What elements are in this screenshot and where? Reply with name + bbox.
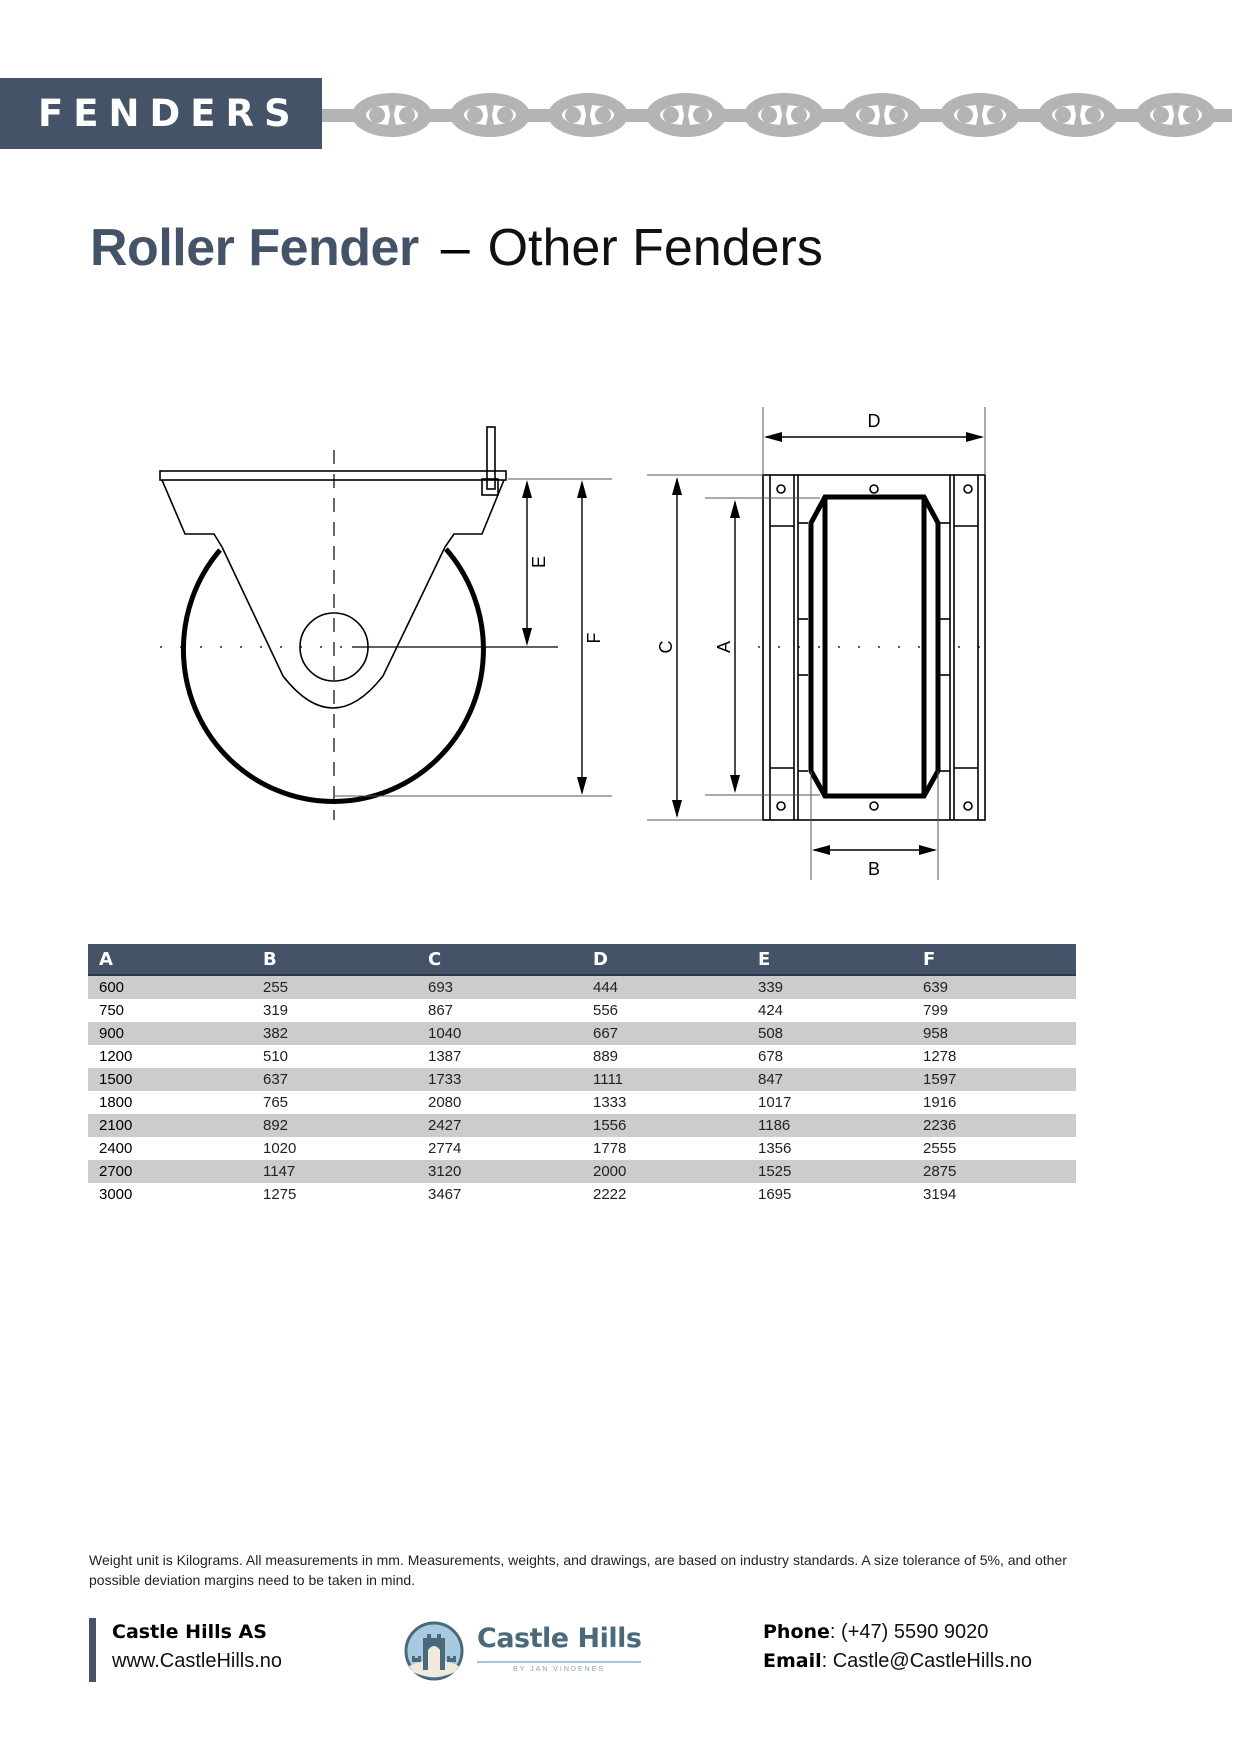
website-link[interactable]: www.CastleHills.no <box>112 1650 283 1672</box>
cell-c: 1733 <box>417 1068 582 1091</box>
cell-b: 892 <box>252 1114 417 1137</box>
cell-c: 3467 <box>428 1186 462 1203</box>
product-category: Other Fenders <box>487 219 823 277</box>
castle-tower-icon <box>403 1620 465 1682</box>
cell-a: 2400 <box>99 1140 133 1157</box>
cell-e: 424 <box>758 1002 784 1019</box>
cell-f: 1597 <box>912 1068 1076 1091</box>
cell-f: 2236 <box>912 1114 1076 1137</box>
footer-contact-block <box>763 1618 1032 1676</box>
cell-c: 1040 <box>417 1022 582 1045</box>
column-header-c: C <box>417 944 582 975</box>
company-name: Castle Hills AS <box>112 1621 267 1643</box>
cell-d: 889 <box>593 1048 619 1065</box>
cell-c: 693 <box>417 975 582 999</box>
cell-b: 1275 <box>263 1186 297 1203</box>
cell-b: 510 <box>263 1048 289 1065</box>
table-row <box>88 975 1076 999</box>
table-row <box>88 1091 1076 1114</box>
table-row <box>88 1137 1076 1160</box>
cell-c: 2427 <box>417 1114 582 1137</box>
column-header-b: B <box>252 944 417 975</box>
cell-c: 867 <box>428 1002 454 1019</box>
cell-d: 556 <box>593 1002 619 1019</box>
table-header-row <box>88 944 1076 975</box>
cell-d: 2000 <box>582 1160 747 1183</box>
dimension-label-e: E <box>529 555 549 569</box>
table-row <box>88 1068 1076 1091</box>
phone-line <box>763 1618 1032 1647</box>
logo-tagline: BY JAN VINDENES <box>512 1666 606 1673</box>
dimensions-table <box>88 944 1076 1206</box>
cell-a: 600 <box>88 975 252 999</box>
cell-d: 1778 <box>593 1140 627 1157</box>
table-row <box>88 1183 1076 1206</box>
cell-e: 1525 <box>747 1160 912 1183</box>
cell-e: 1695 <box>758 1186 792 1203</box>
cell-f: 1278 <box>923 1048 957 1065</box>
cell-b: 319 <box>263 1002 289 1019</box>
product-name: Roller Fender <box>90 219 419 277</box>
cell-a: 1500 <box>88 1068 252 1091</box>
cell-c: 2774 <box>428 1140 462 1157</box>
dimension-label-d: D <box>867 411 881 431</box>
cell-b: 637 <box>252 1068 417 1091</box>
cell-d: 1111 <box>582 1068 747 1091</box>
cell-c: 2080 <box>428 1094 462 1111</box>
cell-b: 765 <box>263 1094 289 1111</box>
disclaimer-note: Weight unit is Kilograms. All measurements in mm. Measurements, weights, and drawings, are based on industry standards. A size tolerance of 5%, and other possible deviation margins need to be taken in mind. <box>89 1552 1067 1588</box>
cell-d: 1556 <box>582 1114 747 1137</box>
cell-e: 1017 <box>758 1094 792 1111</box>
column-header-f: F <box>912 944 1076 975</box>
cell-b: 1147 <box>252 1160 417 1183</box>
cell-e: 508 <box>747 1022 912 1045</box>
cell-e: 1356 <box>758 1140 792 1157</box>
cell-f: 639 <box>912 975 1076 999</box>
page-title <box>90 218 823 278</box>
table-row <box>88 999 1076 1022</box>
cell-e: 678 <box>758 1048 784 1065</box>
email-label: Email <box>763 1650 822 1672</box>
cell-a: 2700 <box>88 1160 252 1183</box>
cell-e: 339 <box>747 975 912 999</box>
table-row <box>88 1045 1076 1068</box>
section-label: FENDERS <box>38 92 301 135</box>
cell-d: 444 <box>582 975 747 999</box>
cell-b: 1020 <box>263 1140 297 1157</box>
dimension-label-a: A <box>714 640 734 654</box>
cell-f: 2555 <box>923 1140 957 1157</box>
cell-a: 1800 <box>99 1094 133 1111</box>
cell-e: 847 <box>747 1068 912 1091</box>
logo-divider <box>477 1661 641 1663</box>
cell-a: 1200 <box>99 1048 133 1065</box>
table-row <box>88 1160 1076 1183</box>
cell-f: 2875 <box>912 1160 1076 1183</box>
dimension-label-c: C <box>656 640 676 654</box>
logo-name: Castle Hills <box>477 1623 642 1654</box>
email-line <box>763 1647 1032 1676</box>
cell-d: 667 <box>582 1022 747 1045</box>
cell-f: 958 <box>912 1022 1076 1045</box>
dimension-label-b: B <box>867 859 881 879</box>
footer-company-block <box>89 1618 282 1682</box>
title-separator: – <box>440 219 470 277</box>
column-header-d: D <box>582 944 747 975</box>
table-row <box>88 1114 1076 1137</box>
section-banner <box>0 78 322 149</box>
table-row <box>88 1022 1076 1045</box>
front-view-drawing <box>620 390 1000 880</box>
dimension-label-f: F <box>584 632 604 644</box>
phone-number[interactable]: : (+47) 5590 9020 <box>829 1621 989 1643</box>
cell-c: 3120 <box>417 1160 582 1183</box>
cell-f: 3194 <box>923 1186 957 1203</box>
cell-a: 3000 <box>99 1186 133 1203</box>
side-view-drawing <box>140 410 620 820</box>
column-header-a: A <box>88 944 252 975</box>
cell-a: 2100 <box>88 1114 252 1137</box>
cell-c: 1387 <box>428 1048 462 1065</box>
company-logo <box>403 1619 643 1683</box>
cell-e: 1186 <box>747 1114 912 1137</box>
cell-a: 900 <box>88 1022 252 1045</box>
column-header-e: E <box>747 944 912 975</box>
cell-b: 255 <box>252 975 417 999</box>
cell-f: 799 <box>923 1002 949 1019</box>
phone-label: Phone <box>763 1621 830 1643</box>
email-address[interactable]: : Castle@CastleHills.no <box>821 1650 1032 1672</box>
cell-d: 1333 <box>593 1094 627 1111</box>
chain-decoration-icon <box>322 88 1241 142</box>
cell-b: 382 <box>252 1022 417 1045</box>
cell-a: 750 <box>99 1002 125 1019</box>
cell-f: 1916 <box>923 1094 957 1111</box>
cell-d: 2222 <box>593 1186 627 1203</box>
